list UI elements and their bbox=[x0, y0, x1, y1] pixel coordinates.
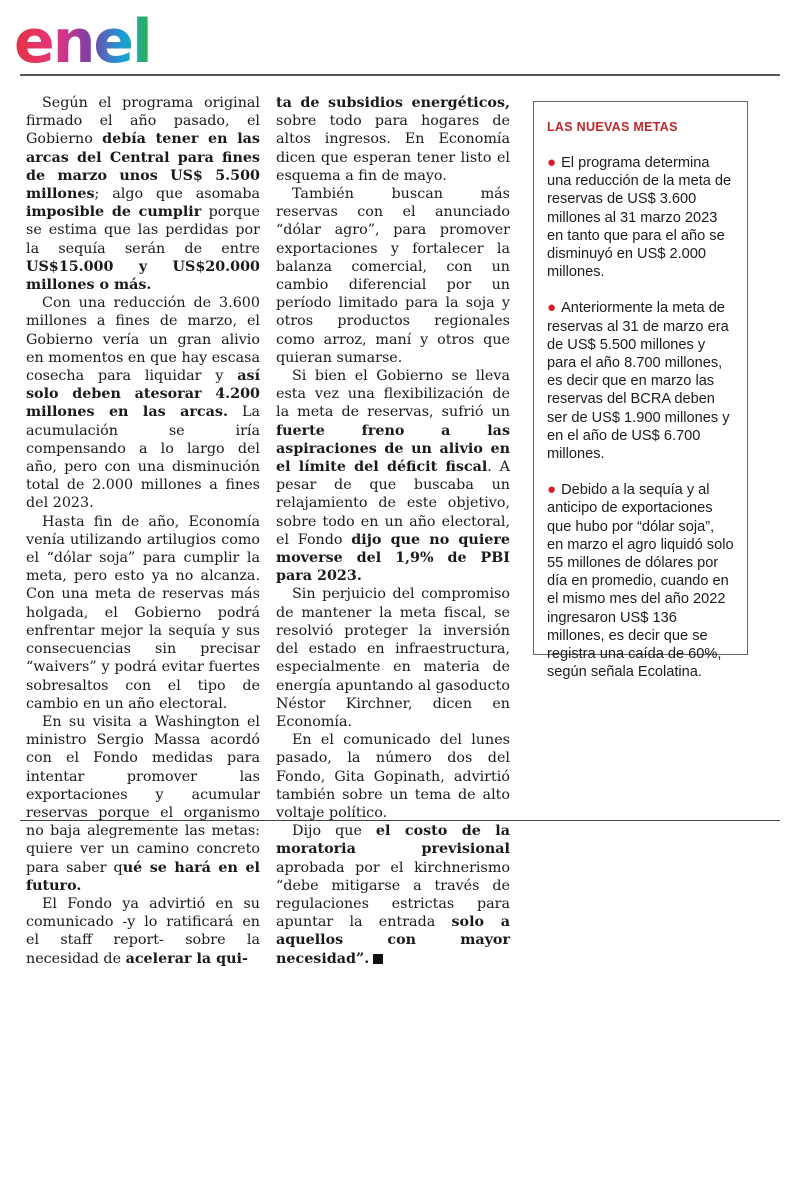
article-column-1 bbox=[26, 94, 260, 968]
bullet-icon: ● bbox=[547, 481, 557, 499]
sidebar-item: ● Anteriormente la meta de reservas al 31 de marzo era de US$ 5.500 millones y para el año 8.700 millones, es decir que en marzo las reservas del BCRA deben ser de US$ 1.900 millones y en el año de US$ 6.700 millones. bbox=[547, 299, 730, 463]
text: En su visita a Washington el ministro Sergio Massa acordó con el Fondo medidas para intentar promover las exportaciones y acumular reservas porque el organismo no baja alegremente las metas: quiere ver un camino concreto para saber q bbox=[26, 713, 260, 876]
bullet-icon: ● bbox=[547, 299, 557, 317]
sidebar-item: ● El programa determina una reducción de la meta de reservas de US$ 3.600 millones al 31 marzo 2023 en tanto que para el año se disminuyó en US$ 2.000 millones. bbox=[547, 154, 732, 281]
text: Con una reducción de 3.600 millones a fines de marzo, el Gobierno vería un gran alivio en momentos en que hay escasa cosecha para liquidar y bbox=[26, 295, 260, 385]
article-paragraph bbox=[276, 185, 510, 367]
enel-logo bbox=[14, 4, 184, 70]
text: Según el programa original firmado el año pasado, el Gobierno bbox=[26, 95, 260, 148]
sidebar-items bbox=[547, 154, 734, 681]
text: También buscan más reservas con el anunciado “dólar agro”, para promover exportaciones y fortalecer la balanza comercial, con un cambio diferencial por un período limitado para la soja y otros productos regionales como arroz, maní y otros que quieran sumarse. bbox=[276, 186, 510, 366]
sidebar-box bbox=[533, 101, 748, 681]
article-paragraph bbox=[26, 294, 260, 512]
article-paragraph bbox=[276, 731, 510, 822]
bold-text: ué se hará en el futuro. bbox=[26, 859, 260, 894]
text: Hasta fin de año, Economía venía utilizando artilugios como el “dólar soja” para cumplir la meta, pero esto ya no alcanza. Con una meta de reservas más holgada, el Gobierno podrá enfrentar mejor la sequía y sus consecuencias sin precisar “waivers” y podrá evitar fuertes sobresaltos con el tipo de cambio en un año electoral. bbox=[26, 513, 260, 712]
text: Dijo que bbox=[292, 823, 376, 840]
text: aprobada por el kirchnerismo “debe mitigarse a través de regulaciones estrictas para apuntar la entrada bbox=[276, 859, 510, 931]
article-paragraph bbox=[26, 713, 260, 895]
bold-text: fuerte freno a las aspiraciones de un alivio en el límite del déficit fiscal bbox=[276, 422, 510, 476]
bold-text: así solo deben atesorar 4.200 millones en las arcas. bbox=[26, 368, 260, 421]
bold-text: acelerar la qui- bbox=[125, 950, 248, 967]
bold-text: imposible de cumplir bbox=[26, 204, 202, 221]
article-paragraph bbox=[276, 585, 510, 731]
svg-text:enel: enel bbox=[14, 7, 151, 70]
article-paragraph bbox=[26, 94, 260, 294]
article-paragraph bbox=[26, 895, 260, 968]
footer-rule bbox=[20, 820, 780, 821]
text: Sin perjuicio del compromiso de mantener la meta fiscal, se resolvió proteger la inversión del estado en infraestructura, especialmente en materia de energía apuntando al gasoducto Néstor Kirchner, dicen en Economía. bbox=[276, 586, 510, 730]
sidebar-item: ● Debido a la sequía y al anticipo de exportaciones que hubo por “dólar soja”, en marzo el agro liquidó solo 55 millones de dólares por día en promedio, cuando en el mismo mes del año 2022 ingresaron US$ 136 millones, es decir que se registra una caída de 60%, según señala Ecolatina. bbox=[547, 481, 734, 681]
bold-text: dijo que no quiere moverse del 1,9% de PBI para 2023. bbox=[276, 531, 510, 585]
article-paragraph bbox=[276, 822, 510, 968]
header-rule bbox=[20, 74, 780, 76]
bold-text: solo a aquellos con mayor necesidad”. bbox=[276, 914, 510, 967]
article-paragraph bbox=[276, 367, 510, 585]
text: porque se estima que las perdidas por la sequía serán de entre bbox=[26, 204, 260, 257]
end-mark-icon bbox=[373, 954, 383, 964]
text: Si bien el Gobierno se lleva esta vez una flexibilización de la meta de reservas, sufrió un bbox=[276, 368, 510, 421]
bold-text: el costo de la moratoria previsional bbox=[276, 823, 510, 858]
text: . A pesar de que buscaba un relajamiento de este objetivo, sobre todo en un año electoral, el Fondo bbox=[276, 459, 510, 548]
bold-text: US$15.000 y US$20.000 millones o más. bbox=[26, 258, 260, 294]
bold-text: debía tener en las arcas del Central para fines de marzo unos US$ 5.500 millones bbox=[26, 131, 260, 203]
sidebar-title: LAS NUEVAS METAS bbox=[547, 120, 678, 134]
bullet-icon: ● bbox=[547, 154, 557, 171]
text: En el comunicado del lunes pasado, la número dos del Fondo, Gita Gopinath, advirtió también sobre un tema de alto voltaje político. bbox=[276, 732, 510, 821]
article-paragraph bbox=[26, 513, 260, 713]
article-column-2 bbox=[276, 94, 510, 968]
text: sobre todo para hogares de altos ingresos. En Economía dicen que esperan tener listo el esquema a fin de mayo. bbox=[276, 113, 510, 184]
text: El Fondo ya advirtió en su comunicado -y lo ratificará en el staff report- sobre la necesidad de bbox=[26, 895, 260, 967]
text: La acumulación se iría compensando a lo largo del año, pero con una disminución total de 2.000 millones a fines del 2023. bbox=[26, 404, 260, 512]
bold-text: ta de subsidios energéticos, bbox=[276, 95, 510, 111]
text: ; algo que asomaba bbox=[94, 186, 260, 203]
article-paragraph bbox=[276, 94, 510, 185]
